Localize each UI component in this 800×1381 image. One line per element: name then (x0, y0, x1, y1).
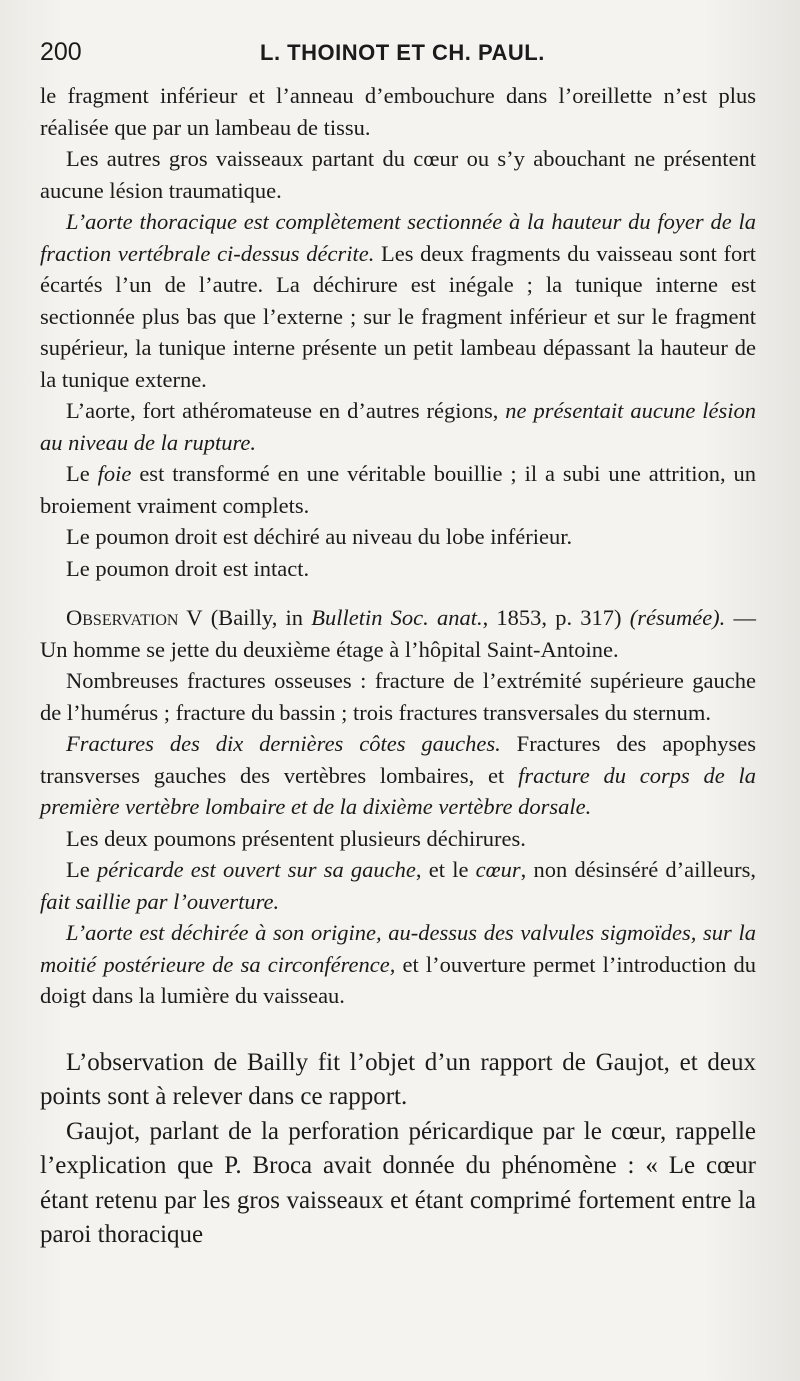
main-text (40, 1046, 756, 1253)
paragraph-lungs (40, 823, 756, 855)
observation-label: Observation V (66, 605, 203, 630)
paragraph-text: Les deux poumons présentent plusieurs déchirures. (66, 825, 526, 851)
italic-text: cœur (475, 857, 521, 882)
paragraph-text: Les deux fragments du vaisseau sont fort écartés l’un de l’autre. La déchirure est inégale ; la tunique interne est sectionnée plus bas que l’externe ; sur le fragment inférieur et sur le fragment supérieur, la tunique interne présente un petit lambeau dépassant la hauteur de la tunique externe. (40, 240, 756, 392)
italic-text: (résumée). (629, 605, 726, 630)
paragraph-aorta-section (40, 206, 756, 395)
paragraph-text: — Un homme se jette du deuxième étage à l’hôpital Saint-Antoine. (40, 605, 757, 662)
paragraph-text: Fractures des apophyses transverses gauches des vertèbres lombaires, et (40, 731, 756, 788)
paragraph-text: Nombreuses fractures osseuses : fracture de l’extrémité supérieure gauche de l’humérus ; fracture du bassin ; trois fractures transversales du sternum. (40, 668, 756, 725)
paragraph-aorta-atheroma (40, 395, 756, 458)
paragraph-liver (40, 458, 756, 521)
observation-heading (40, 602, 756, 665)
paragraph-text: et l’ouverture permet l’introduction du doigt dans la lumière du vaisseau. (40, 951, 756, 1008)
italic-text: fait saillie par l’ouverture. (40, 888, 280, 914)
paragraph-text: Les autres gros vaisseaux partant du cœur ou s’y abouchant ne présentent aucune lésion traumatique. (40, 146, 756, 203)
paragraph-text: est transformé en une véritable bouillie ; il a subi une attrition, un broiement vraiment complets. (40, 461, 757, 518)
paragraph-text: L’observation de Bailly fit l’objet d’un rapport de Gaujot, et deux points sont à relever dans ce rapport. (40, 1048, 756, 1110)
paragraph-text: , 1853, p. 317) (482, 605, 630, 630)
section-gap (40, 1012, 756, 1046)
page-header (40, 38, 760, 78)
paragraph-ribs (40, 728, 756, 823)
paragraph-text: L’aorte, fort athéromateuse en d’autres régions, (66, 398, 506, 423)
italic-text: foie (97, 461, 132, 486)
paragraph-pericardium (40, 854, 756, 917)
paragraph-text: , non désinséré d’ailleurs, (520, 857, 757, 882)
page-body (40, 80, 756, 1253)
page-number: 200 (40, 38, 82, 66)
paragraph-text: Le poumon droit est déchiré au niveau du lobe inférieur. (66, 524, 573, 549)
italic-text: L’aorte est déchirée à son origine, au-dessus des valvules sigmoïdes, sur la moitié postérieure de sa circonférence, (40, 920, 756, 977)
paragraph-lung-right-torn (40, 521, 756, 553)
paragraph-gaujot-report (40, 1046, 756, 1115)
paragraph-aorta-torn (40, 917, 756, 1012)
paragraph-text: Gaujot, parlant de la perforation péricardique par le cœur, rappelle l’explication que P. Broca avait donnée du phénomène : « Le cœur étant retenu par les gros vaisseaux et étant comprimé fortement entre la paroi thoracique (40, 1117, 756, 1248)
paragraph-continuation (40, 80, 756, 143)
paragraph-text: Le poumon droit est intact. (66, 555, 310, 581)
paragraph-text: (Bailly, in (202, 605, 312, 630)
italic-text: Fractures des dix dernières côtes gauches. (66, 731, 501, 756)
italic-text: fracture du corps de la première vertèbre lombaire et de la dixième vertèbre dorsale. (40, 762, 757, 819)
paragraph-lung-intact (40, 553, 756, 585)
paragraph-vessels (40, 143, 756, 206)
paragraph-text: , et le (415, 857, 476, 882)
running-head: L. THOINOT ET CH. PAUL. (260, 40, 545, 65)
section-gap (40, 584, 756, 602)
italic-text: péricarde est ouvert sur sa gauche (96, 857, 416, 882)
paragraph-fractures (40, 665, 756, 728)
italic-text: ne présentait aucune lésion au niveau de la rupture. (40, 398, 756, 455)
paragraph-text: le fragment inférieur et l’anneau d’embouchure dans l’oreillette n’est plus réalisée que par un lambeau de tissu. (40, 83, 756, 140)
italic-text: L’aorte thoracique est complètement sectionnée à la hauteur du foyer de la fraction vertébrale ci-dessus décrite. (40, 209, 756, 266)
paragraph-broca-explanation (40, 1115, 756, 1253)
journal-title: Bulletin Soc. anat. (311, 605, 483, 630)
paragraph-text: Le (66, 461, 98, 486)
paragraph-text: Le (66, 857, 97, 882)
